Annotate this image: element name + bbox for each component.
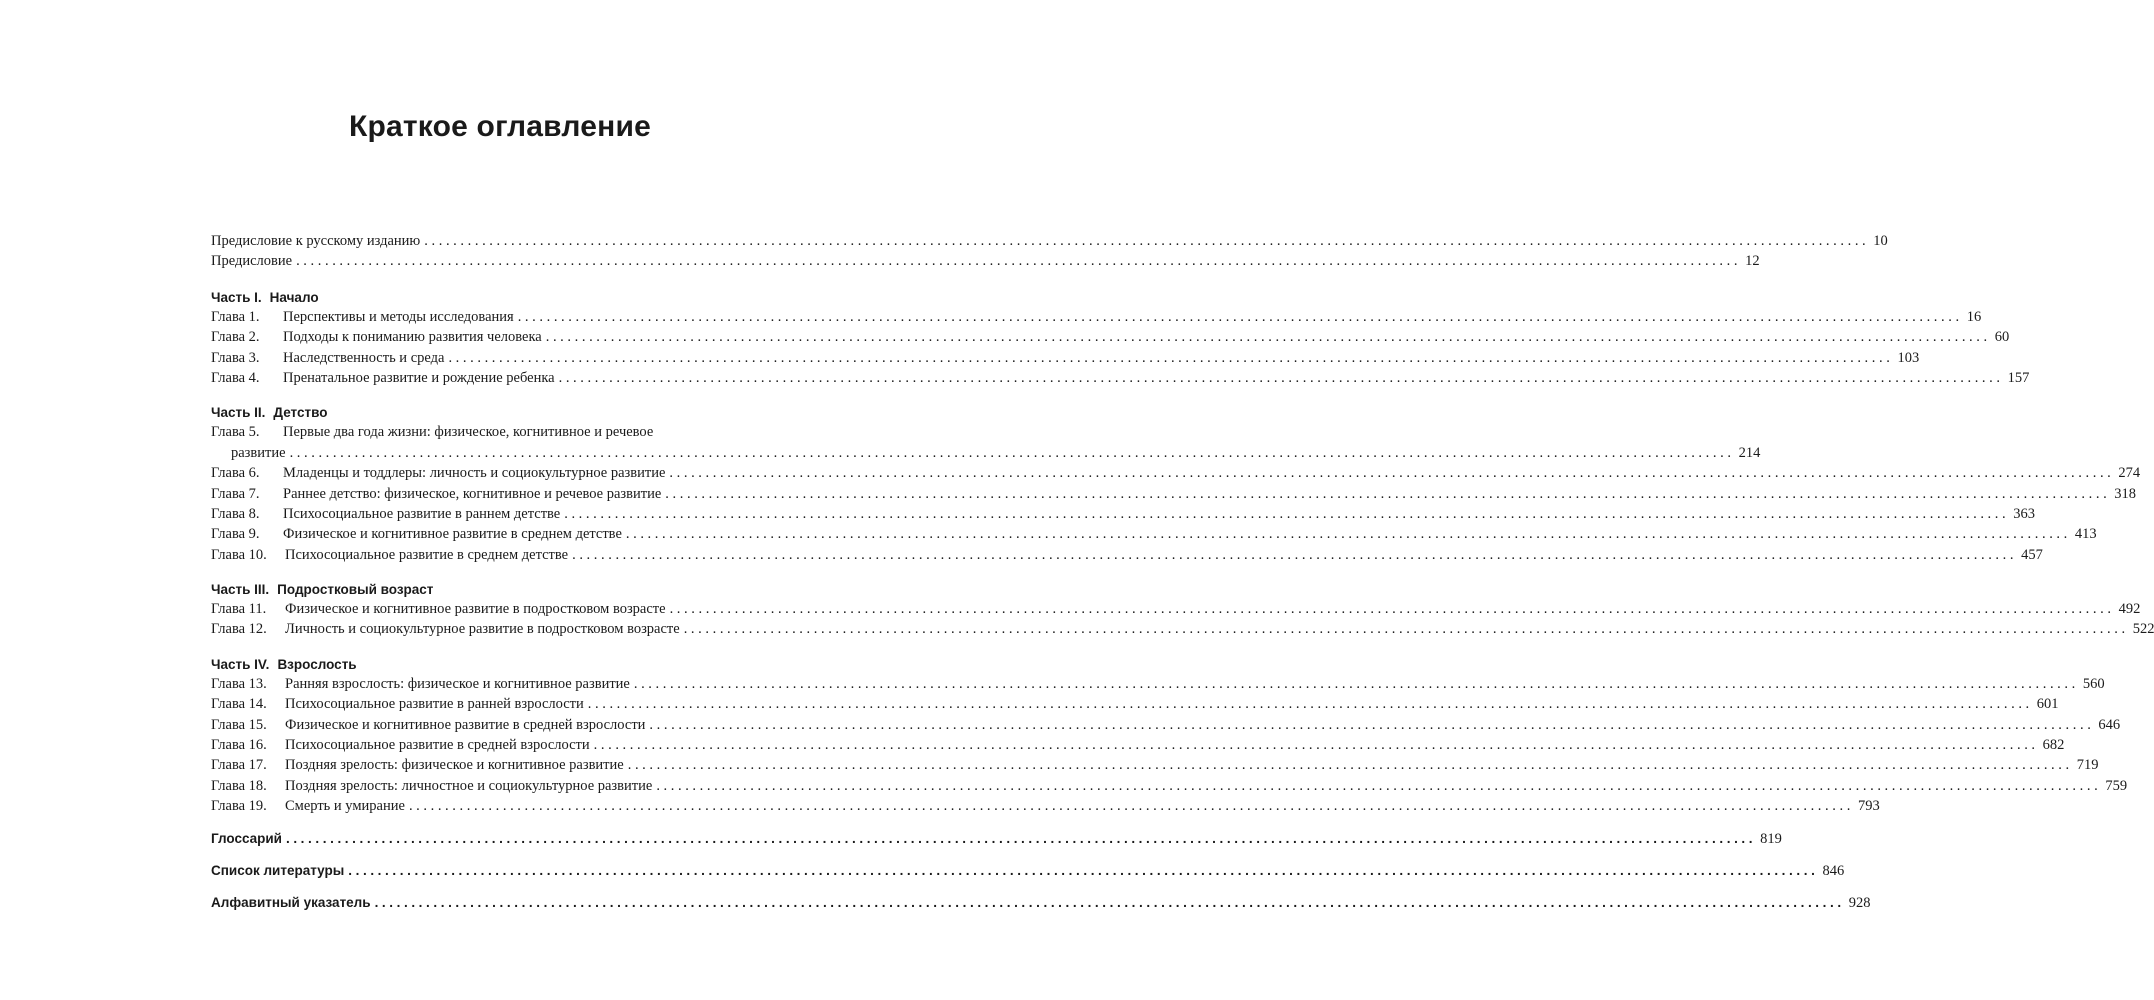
part-number: Часть IV.	[211, 656, 270, 672]
toc-entry-chapter-7[interactable]	[211, 485, 2137, 506]
chapter-number: Глава 6.	[211, 465, 260, 482]
toc-page-number: 274	[2118, 465, 2141, 482]
chapter-number: Глава 15.	[211, 716, 267, 733]
chapter-number: Глава 14.	[211, 696, 267, 713]
dot-leader: ........................................................................................................................................................................................................	[669, 465, 2115, 482]
dot-leader: ........................................................................................................................................................................................................	[625, 526, 2071, 543]
toc-page-number: 819	[1760, 830, 1782, 847]
dot-leader: ........................................................................................................................................................................................................	[572, 546, 2018, 563]
part-title: Детство	[273, 405, 328, 421]
toc-page-number: 157	[2007, 369, 2030, 386]
dot-leader: ........................................................................................................................................................................................................	[408, 798, 1854, 815]
toc-entry-chapter-10[interactable]	[211, 546, 2043, 567]
part-heading-3[interactable]	[211, 579, 767, 601]
chapter-title: Поздняя зрелость: личностное и социокультурное развитие	[285, 777, 653, 794]
toc-page-number: 318	[2114, 485, 2137, 502]
toc-entry-chapter-15[interactable]	[211, 716, 2121, 737]
toc-entry-chapter-5-line1[interactable]	[211, 424, 767, 444]
toc-entry-chapter-18[interactable]	[211, 777, 2128, 798]
toc-page-number: 759	[2105, 777, 2128, 794]
part-title: Начало	[269, 289, 319, 305]
toc-page-number: 16	[1966, 308, 1982, 325]
toc-entry-chapter-12[interactable]	[211, 621, 2154, 641]
chapter-number: Глава 7.	[211, 485, 260, 502]
dot-leader: ........................................................................................................................................................................................................	[564, 505, 2010, 522]
dot-leader: ........................................................................................................................................................................................................	[545, 329, 1991, 346]
part-title: Взрослость	[277, 656, 357, 672]
dot-leader: ........................................................................................................................................................................................................	[558, 369, 2004, 386]
toc-page-number: 719	[2076, 757, 2099, 774]
toc-page-number: 522	[2132, 621, 2154, 638]
part-title: Подростковый возраст	[277, 582, 434, 598]
chapter-number: Глава 3.	[211, 349, 260, 366]
chapter-title: Физическое и когнитивное развитие в среднем детстве	[283, 526, 622, 543]
toc-page-number: 103	[1897, 349, 1920, 366]
chapter-title: Младенцы и тоддлеры: личность и социокультурное развитие	[283, 465, 666, 482]
chapter-number: Глава 1.	[211, 308, 260, 325]
chapter-number: Глава 13.	[211, 675, 267, 692]
toc-page-number: 846	[1822, 862, 1845, 879]
chapter-title: Психосоциальное развитие в среднем детстве	[285, 546, 569, 563]
part-number: Часть II.	[211, 405, 266, 421]
toc-entry-chapter-3[interactable]	[211, 349, 1920, 370]
chapter-number: Глава 4.	[211, 369, 260, 386]
toc-page-number: 928	[1848, 895, 1871, 912]
toc-entry-label: Список литературы	[211, 862, 345, 878]
dot-leader: ........................................................................................................................................................................................................	[669, 601, 2115, 618]
toc-entry-label: Алфавитный указатель	[211, 895, 371, 911]
chapter-number: Глава 17.	[211, 757, 267, 774]
chapter-number: Глава 9.	[211, 526, 260, 543]
toc-entry-index[interactable]	[211, 895, 1871, 915]
toc-entry-chapter-1[interactable]	[211, 308, 1982, 329]
toc-page-number: 492	[2118, 601, 2141, 618]
toc-entry-chapter-14[interactable]	[211, 696, 2059, 716]
chapter-title: Пренатальное развитие и рождение ребенка	[283, 369, 555, 386]
part-heading-4[interactable]	[211, 654, 767, 676]
dot-leader: ........................................................................................................................................................................................................	[348, 862, 1819, 878]
chapter-title: Физическое и когнитивное развитие в подростковом возрасте	[285, 601, 666, 618]
chapter-number: Глава 5.	[211, 424, 260, 441]
dot-leader: ........................................................................................................................................................................................................	[296, 253, 1742, 270]
part-number: Часть III.	[211, 582, 270, 598]
chapter-number: Глава 19.	[211, 798, 267, 815]
chapter-number: Глава 8.	[211, 505, 260, 522]
chapter-title-continuation: развитие	[231, 444, 286, 461]
chapter-number: Глава 2.	[211, 329, 260, 346]
toc-page-number: 793	[1857, 798, 1880, 815]
chapter-number: Глава 18.	[211, 777, 267, 794]
dot-leader: ........................................................................................................................................................................................................	[285, 830, 1757, 846]
dot-leader: ........................................................................................................................................................................................................	[424, 233, 1870, 249]
toc-entry-chapter-16[interactable]	[211, 737, 2065, 757]
chapter-title: Первые два года жизни: физическое, когнитивное и речевое	[283, 424, 654, 441]
toc-entry-preface[interactable]	[211, 253, 1760, 273]
toc-entry-chapter-5[interactable]	[211, 444, 1761, 465]
page-title: Краткое оглавление	[348, 110, 652, 143]
chapter-number: Глава 16.	[211, 737, 267, 754]
toc-page-number: 60	[1994, 329, 2010, 346]
toc-page-number: 560	[2082, 675, 2105, 692]
toc-entry-label: Предисловие	[211, 253, 293, 270]
chapter-title: Поздняя зрелость: физическое и когнитивное развитие	[285, 757, 624, 774]
dot-leader: ........................................................................................................................................................................................................	[517, 308, 1963, 325]
chapter-title: Психосоциальное развитие в раннем детстве	[283, 505, 561, 522]
dot-leader: ........................................................................................................................................................................................................	[593, 737, 2039, 754]
dot-leader: ........................................................................................................................................................................................................	[649, 716, 2095, 733]
toc-entry-chapter-2[interactable]	[211, 329, 2010, 349]
dot-leader: ........................................................................................................................................................................................................	[665, 485, 2111, 502]
dot-leader: ........................................................................................................................................................................................................	[656, 777, 2102, 794]
part-heading-2[interactable]	[211, 402, 767, 424]
chapter-title: Раннее детство: физическое, когнитивное и речевое развитие	[283, 485, 662, 502]
chapter-title: Физическое и когнитивное развитие в средней взрослости	[285, 716, 646, 733]
toc-entry-label: Глоссарий	[211, 830, 282, 846]
toc-page-number: 457	[2021, 546, 2043, 563]
toc-entry-chapter-6[interactable]	[211, 465, 2141, 485]
dot-leader: ........................................................................................................................................................................................................	[587, 696, 2033, 713]
toc-entry-glossary[interactable]	[211, 830, 1782, 851]
chapter-title: Подходы к пониманию развития человека	[283, 329, 542, 346]
chapter-number: Глава 11.	[211, 601, 267, 618]
dot-leader: ........................................................................................................................................................................................................	[683, 621, 2129, 638]
chapter-title: Перспективы и методы исследования	[283, 308, 514, 325]
toc-entry-references[interactable]	[211, 862, 1845, 883]
toc-entry-chapter-11[interactable]	[211, 601, 2141, 621]
toc-entry-chapter-19[interactable]	[211, 798, 1880, 818]
chapter-number: Глава 12.	[211, 621, 267, 638]
toc-page-number: 413	[2074, 526, 2097, 543]
chapter-title: Личность и социокультурное развитие в подростковом возрасте	[285, 621, 680, 638]
toc-page-number: 214	[1738, 444, 1761, 461]
table-of-contents	[211, 233, 2154, 916]
toc-page-number: 10	[1873, 233, 1888, 249]
toc-entry-preface-russian[interactable]	[211, 233, 1888, 253]
dot-leader: ........................................................................................................................................................................................................	[627, 757, 2073, 774]
toc-entry-chapter-17[interactable]	[211, 757, 2099, 777]
toc-entry-chapter-9[interactable]	[211, 526, 2097, 546]
toc-page-number: 682	[2042, 737, 2065, 754]
part-heading-1[interactable]	[211, 287, 767, 309]
toc-page-number: 12	[1745, 253, 1760, 270]
part-number: Часть I.	[211, 289, 262, 305]
chapter-title: Психосоциальное развитие в средней взрослости	[285, 737, 590, 754]
chapter-title: Психосоциальное развитие в ранней взрослости	[285, 696, 584, 713]
dot-leader: ........................................................................................................................................................................................................	[448, 349, 1894, 366]
toc-page-number: 601	[2036, 696, 2059, 713]
chapter-title: Ранняя взрослость: физическое и когнитивное развитие	[285, 675, 630, 692]
chapter-number: Глава 10.	[211, 546, 267, 563]
dot-leader: ........................................................................................................................................................................................................	[374, 895, 1845, 911]
toc-entry-chapter-8[interactable]	[211, 505, 2035, 526]
dot-leader: ........................................................................................................................................................................................................	[289, 444, 1735, 461]
chapter-title: Наследственность и среда	[283, 349, 445, 366]
chapter-title: Смерть и умирание	[285, 798, 405, 815]
toc-entry-chapter-13[interactable]	[211, 675, 2105, 696]
toc-entry-chapter-4[interactable]	[211, 369, 2030, 390]
toc-page-number: 363	[2013, 505, 2035, 522]
toc-entry-label: Предисловие к русскому изданию	[211, 233, 421, 249]
toc-page-number: 646	[2098, 716, 2121, 733]
dot-leader: ........................................................................................................................................................................................................	[633, 675, 2079, 692]
